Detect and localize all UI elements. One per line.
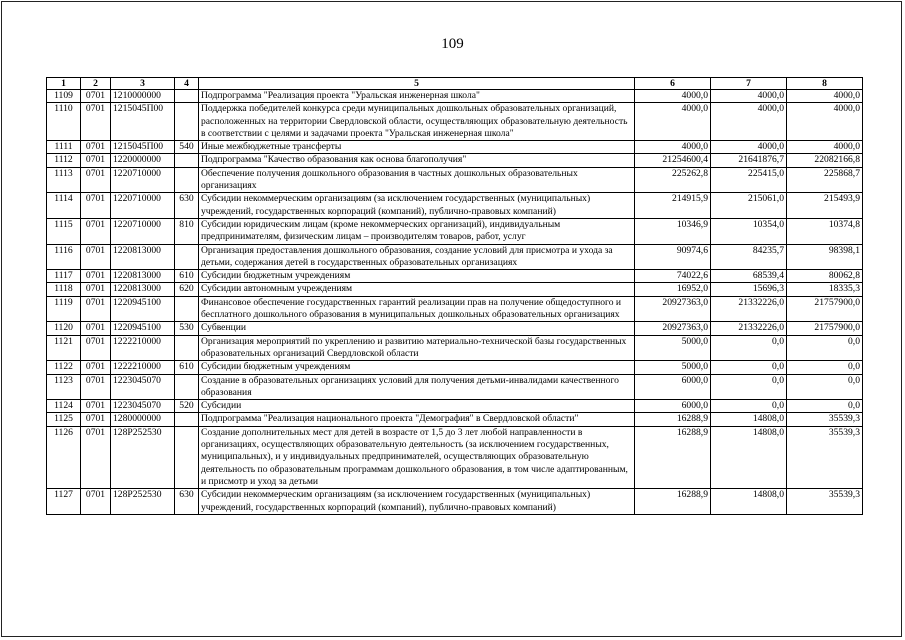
amount-year1-cell: 74022,6 bbox=[635, 270, 711, 283]
amount-year2-cell: 215061,0 bbox=[711, 193, 787, 219]
target-article-cell: 1220000000 bbox=[111, 154, 175, 167]
target-article-cell: 1215045П00 bbox=[111, 141, 175, 154]
amount-year1-cell: 90974,6 bbox=[635, 244, 711, 270]
target-article-cell: 1220813000 bbox=[111, 244, 175, 270]
row-number-cell: 1115 bbox=[47, 218, 81, 244]
expense-type-cell: 610 bbox=[175, 270, 199, 283]
section-code-cell: 0701 bbox=[81, 141, 111, 154]
target-article-cell: 1210000000 bbox=[111, 90, 175, 103]
amount-year1-cell: 4000,0 bbox=[635, 103, 711, 141]
expense-type-cell bbox=[175, 154, 199, 167]
table-row bbox=[47, 335, 863, 361]
amount-year3-cell: 80062,8 bbox=[787, 270, 863, 283]
target-article-cell: 1220945100 bbox=[111, 296, 175, 322]
expense-type-cell bbox=[175, 335, 199, 361]
amount-year3-cell: 0,0 bbox=[787, 400, 863, 413]
section-code-cell: 0701 bbox=[81, 374, 111, 400]
column-header: 2 bbox=[81, 78, 111, 90]
target-article-cell: 1220945100 bbox=[111, 322, 175, 335]
expense-type-cell: 610 bbox=[175, 361, 199, 374]
amount-year2-cell: 4000,0 bbox=[711, 141, 787, 154]
row-number-cell: 1125 bbox=[47, 413, 81, 426]
amount-year1-cell: 5000,0 bbox=[635, 361, 711, 374]
column-header: 4 bbox=[175, 78, 199, 90]
row-number-cell: 1110 bbox=[47, 103, 81, 141]
amount-year3-cell: 4000,0 bbox=[787, 103, 863, 141]
table-row bbox=[47, 193, 863, 219]
section-code-cell: 0701 bbox=[81, 335, 111, 361]
amount-year1-cell: 16288,9 bbox=[635, 489, 711, 515]
description-cell: Субсидии bbox=[199, 400, 635, 413]
amount-year1-cell: 20927363,0 bbox=[635, 296, 711, 322]
description-cell: Субсидии автономным учреждениям bbox=[199, 283, 635, 296]
description-cell: Подпрограмма "Реализация проекта "Уральская инженерная школа" bbox=[199, 90, 635, 103]
amount-year3-cell: 215493,9 bbox=[787, 193, 863, 219]
expense-type-cell bbox=[175, 296, 199, 322]
description-cell: Обеспечение получения дошкольного образования в частных дошкольных образовательных организациях bbox=[199, 167, 635, 193]
row-number-cell: 1114 bbox=[47, 193, 81, 219]
amount-year2-cell: 15696,3 bbox=[711, 283, 787, 296]
budget-table bbox=[46, 77, 863, 515]
section-code-cell: 0701 bbox=[81, 400, 111, 413]
table-row bbox=[47, 167, 863, 193]
description-cell: Иные межбюджетные трансферты bbox=[199, 141, 635, 154]
section-code-cell: 0701 bbox=[81, 296, 111, 322]
section-code-cell: 0701 bbox=[81, 244, 111, 270]
header-row bbox=[47, 78, 863, 90]
column-header: 8 bbox=[787, 78, 863, 90]
section-code-cell: 0701 bbox=[81, 270, 111, 283]
page-number: 109 bbox=[441, 36, 464, 52]
amount-year3-cell: 10374,8 bbox=[787, 218, 863, 244]
row-number-cell: 1116 bbox=[47, 244, 81, 270]
row-number-cell: 1111 bbox=[47, 141, 81, 154]
amount-year1-cell: 5000,0 bbox=[635, 335, 711, 361]
target-article-cell: 1220710000 bbox=[111, 218, 175, 244]
row-number-cell: 1109 bbox=[47, 90, 81, 103]
table-row bbox=[47, 154, 863, 167]
row-number-cell: 1118 bbox=[47, 283, 81, 296]
table-row bbox=[47, 218, 863, 244]
section-code-cell: 0701 bbox=[81, 283, 111, 296]
target-article-cell: 128P252530 bbox=[111, 426, 175, 488]
amount-year1-cell: 16288,9 bbox=[635, 413, 711, 426]
table-row bbox=[47, 90, 863, 103]
table-row bbox=[47, 322, 863, 335]
description-cell: Организация предоставления дошкольного образования, создание условий для присмотра и ухода за детьми, содержания детей в государственных образовательных организациях bbox=[199, 244, 635, 270]
table-row bbox=[47, 270, 863, 283]
amount-year1-cell: 4000,0 bbox=[635, 141, 711, 154]
expense-type-cell bbox=[175, 244, 199, 270]
description-cell: Субвенции bbox=[199, 322, 635, 335]
row-number-cell: 1113 bbox=[47, 167, 81, 193]
amount-year3-cell: 225868,7 bbox=[787, 167, 863, 193]
table-row bbox=[47, 283, 863, 296]
section-code-cell: 0701 bbox=[81, 413, 111, 426]
description-cell: Поддержка победителей конкурса среди муниципальных дошкольных образовательных организаций, расположенных на территории Свердловской области, осуществляющих образовательную деятельность в соответствии с целями и задачами проекта "Уральская инженерная школа" bbox=[199, 103, 635, 141]
amount-year2-cell: 4000,0 bbox=[711, 103, 787, 141]
amount-year3-cell: 0,0 bbox=[787, 361, 863, 374]
target-article-cell: 1215045П00 bbox=[111, 103, 175, 141]
amount-year1-cell: 21254600,4 bbox=[635, 154, 711, 167]
target-article-cell: 1223045070 bbox=[111, 374, 175, 400]
amount-year2-cell: 0,0 bbox=[711, 374, 787, 400]
description-cell: Организация мероприятий по укреплению и развитию материально-технической базы государственных образовательных организаций Свердловской области bbox=[199, 335, 635, 361]
row-number-cell: 1126 bbox=[47, 426, 81, 488]
section-code-cell: 0701 bbox=[81, 426, 111, 488]
description-cell: Финансовое обеспечение государственных гарантий реализации прав на получение общедоступного и бесплатного дошкольного образования в муниципальных дошкольных образовательных организациях bbox=[199, 296, 635, 322]
amount-year1-cell: 10346,9 bbox=[635, 218, 711, 244]
amount-year3-cell: 35539,3 bbox=[787, 426, 863, 488]
table-row bbox=[47, 141, 863, 154]
amount-year2-cell: 225415,0 bbox=[711, 167, 787, 193]
amount-year3-cell: 21757900,0 bbox=[787, 322, 863, 335]
table-row bbox=[47, 296, 863, 322]
table-row bbox=[47, 374, 863, 400]
target-article-cell: 1220710000 bbox=[111, 193, 175, 219]
amount-year3-cell: 4000,0 bbox=[787, 90, 863, 103]
amount-year2-cell: 0,0 bbox=[711, 335, 787, 361]
description-cell: Создание дополнительных мест для детей в возрасте от 1,5 до 3 лет любой направленности в организациях, осуществляющих образовательную деятельность (за исключением государственных, муниципальных), и у индивидуальных предпринимателей, осуществляющих образовательную деятельность по образовательным программам дошкольного образования, в том числе адаптированным, и присмотр и уход за детьми bbox=[199, 426, 635, 488]
amount-year2-cell: 21641876,7 bbox=[711, 154, 787, 167]
description-cell: Субсидии бюджетным учреждениям bbox=[199, 270, 635, 283]
expense-type-cell: 540 bbox=[175, 141, 199, 154]
table-row bbox=[47, 400, 863, 413]
amount-year2-cell: 21332226,0 bbox=[711, 322, 787, 335]
row-number-cell: 1124 bbox=[47, 400, 81, 413]
target-article-cell: 1220813000 bbox=[111, 283, 175, 296]
amount-year2-cell: 0,0 bbox=[711, 400, 787, 413]
expense-type-cell: 620 bbox=[175, 283, 199, 296]
amount-year3-cell: 21757900,0 bbox=[787, 296, 863, 322]
target-article-cell: 1280000000 bbox=[111, 413, 175, 426]
amount-year3-cell: 35539,3 bbox=[787, 413, 863, 426]
expense-type-cell bbox=[175, 90, 199, 103]
amount-year3-cell: 4000,0 bbox=[787, 141, 863, 154]
amount-year1-cell: 16952,0 bbox=[635, 283, 711, 296]
row-number-cell: 1127 bbox=[47, 489, 81, 515]
amount-year3-cell: 0,0 bbox=[787, 335, 863, 361]
section-code-cell: 0701 bbox=[81, 154, 111, 167]
description-cell: Подпрограмма "Реализация национального проекта "Демография" в Свердловской области" bbox=[199, 413, 635, 426]
table-row bbox=[47, 413, 863, 426]
table-body bbox=[47, 90, 863, 515]
row-number-cell: 1112 bbox=[47, 154, 81, 167]
expense-type-cell: 520 bbox=[175, 400, 199, 413]
table-row bbox=[47, 103, 863, 141]
amount-year3-cell: 0,0 bbox=[787, 374, 863, 400]
section-code-cell: 0701 bbox=[81, 489, 111, 515]
section-code-cell: 0701 bbox=[81, 193, 111, 219]
amount-year3-cell: 22082166,8 bbox=[787, 154, 863, 167]
amount-year2-cell: 84235,7 bbox=[711, 244, 787, 270]
amount-year2-cell: 4000,0 bbox=[711, 90, 787, 103]
expense-type-cell bbox=[175, 426, 199, 488]
amount-year3-cell: 18335,3 bbox=[787, 283, 863, 296]
column-header: 7 bbox=[711, 78, 787, 90]
row-number-cell: 1123 bbox=[47, 374, 81, 400]
target-article-cell: 1220710000 bbox=[111, 167, 175, 193]
amount-year2-cell: 21332226,0 bbox=[711, 296, 787, 322]
target-article-cell: 128P252530 bbox=[111, 489, 175, 515]
amount-year2-cell: 0,0 bbox=[711, 361, 787, 374]
section-code-cell: 0701 bbox=[81, 103, 111, 141]
amount-year1-cell: 20927363,0 bbox=[635, 322, 711, 335]
target-article-cell: 1223045070 bbox=[111, 400, 175, 413]
table-row bbox=[47, 361, 863, 374]
table-row bbox=[47, 244, 863, 270]
amount-year1-cell: 6000,0 bbox=[635, 400, 711, 413]
expense-type-cell bbox=[175, 374, 199, 400]
amount-year1-cell: 225262,8 bbox=[635, 167, 711, 193]
expense-type-cell: 530 bbox=[175, 322, 199, 335]
description-cell: Подпрограмма "Качество образования как основа благополучия" bbox=[199, 154, 635, 167]
row-number-cell: 1119 bbox=[47, 296, 81, 322]
amount-year2-cell: 14808,0 bbox=[711, 413, 787, 426]
column-header: 6 bbox=[635, 78, 711, 90]
description-cell: Субсидии юридическим лицам (кроме некоммерческих организаций), индивидуальным предпринимателям, физическим лицам – производителям товаров, работ, услуг bbox=[199, 218, 635, 244]
section-code-cell: 0701 bbox=[81, 218, 111, 244]
amount-year2-cell: 14808,0 bbox=[711, 489, 787, 515]
description-cell: Субсидии некоммерческим организациям (за исключением государственных (муниципальных) учреждений, государственных корпораций (компаний), публично-правовых компаний) bbox=[199, 193, 635, 219]
amount-year3-cell: 35539,3 bbox=[787, 489, 863, 515]
expense-type-cell bbox=[175, 413, 199, 426]
column-header: 3 bbox=[111, 78, 175, 90]
row-number-cell: 1120 bbox=[47, 322, 81, 335]
target-article-cell: 1222210000 bbox=[111, 335, 175, 361]
section-code-cell: 0701 bbox=[81, 322, 111, 335]
table-row bbox=[47, 489, 863, 515]
section-code-cell: 0701 bbox=[81, 167, 111, 193]
section-code-cell: 0701 bbox=[81, 361, 111, 374]
expense-type-cell: 630 bbox=[175, 489, 199, 515]
row-number-cell: 1122 bbox=[47, 361, 81, 374]
expense-type-cell: 810 bbox=[175, 218, 199, 244]
amount-year1-cell: 4000,0 bbox=[635, 90, 711, 103]
amount-year2-cell: 68539,4 bbox=[711, 270, 787, 283]
row-number-cell: 1117 bbox=[47, 270, 81, 283]
expense-type-cell: 630 bbox=[175, 193, 199, 219]
amount-year2-cell: 14808,0 bbox=[711, 426, 787, 488]
expense-type-cell bbox=[175, 103, 199, 141]
table-row bbox=[47, 426, 863, 488]
description-cell: Субсидии бюджетным учреждениям bbox=[199, 361, 635, 374]
column-header: 5 bbox=[199, 78, 635, 90]
section-code-cell: 0701 bbox=[81, 90, 111, 103]
row-number-cell: 1121 bbox=[47, 335, 81, 361]
target-article-cell: 1220813000 bbox=[111, 270, 175, 283]
expense-type-cell bbox=[175, 167, 199, 193]
amount-year1-cell: 16288,9 bbox=[635, 426, 711, 488]
amount-year1-cell: 6000,0 bbox=[635, 374, 711, 400]
amount-year1-cell: 214915,9 bbox=[635, 193, 711, 219]
amount-year3-cell: 98398,1 bbox=[787, 244, 863, 270]
target-article-cell: 1222210000 bbox=[111, 361, 175, 374]
description-cell: Создание в образовательных организациях условий для получения детьми-инвалидами качественного образования bbox=[199, 374, 635, 400]
description-cell: Субсидии некоммерческим организациям (за исключением государственных (муниципальных) учреждений, государственных корпораций (компаний), публично-правовых компаний) bbox=[199, 489, 635, 515]
amount-year2-cell: 10354,0 bbox=[711, 218, 787, 244]
column-header: 1 bbox=[47, 78, 81, 90]
